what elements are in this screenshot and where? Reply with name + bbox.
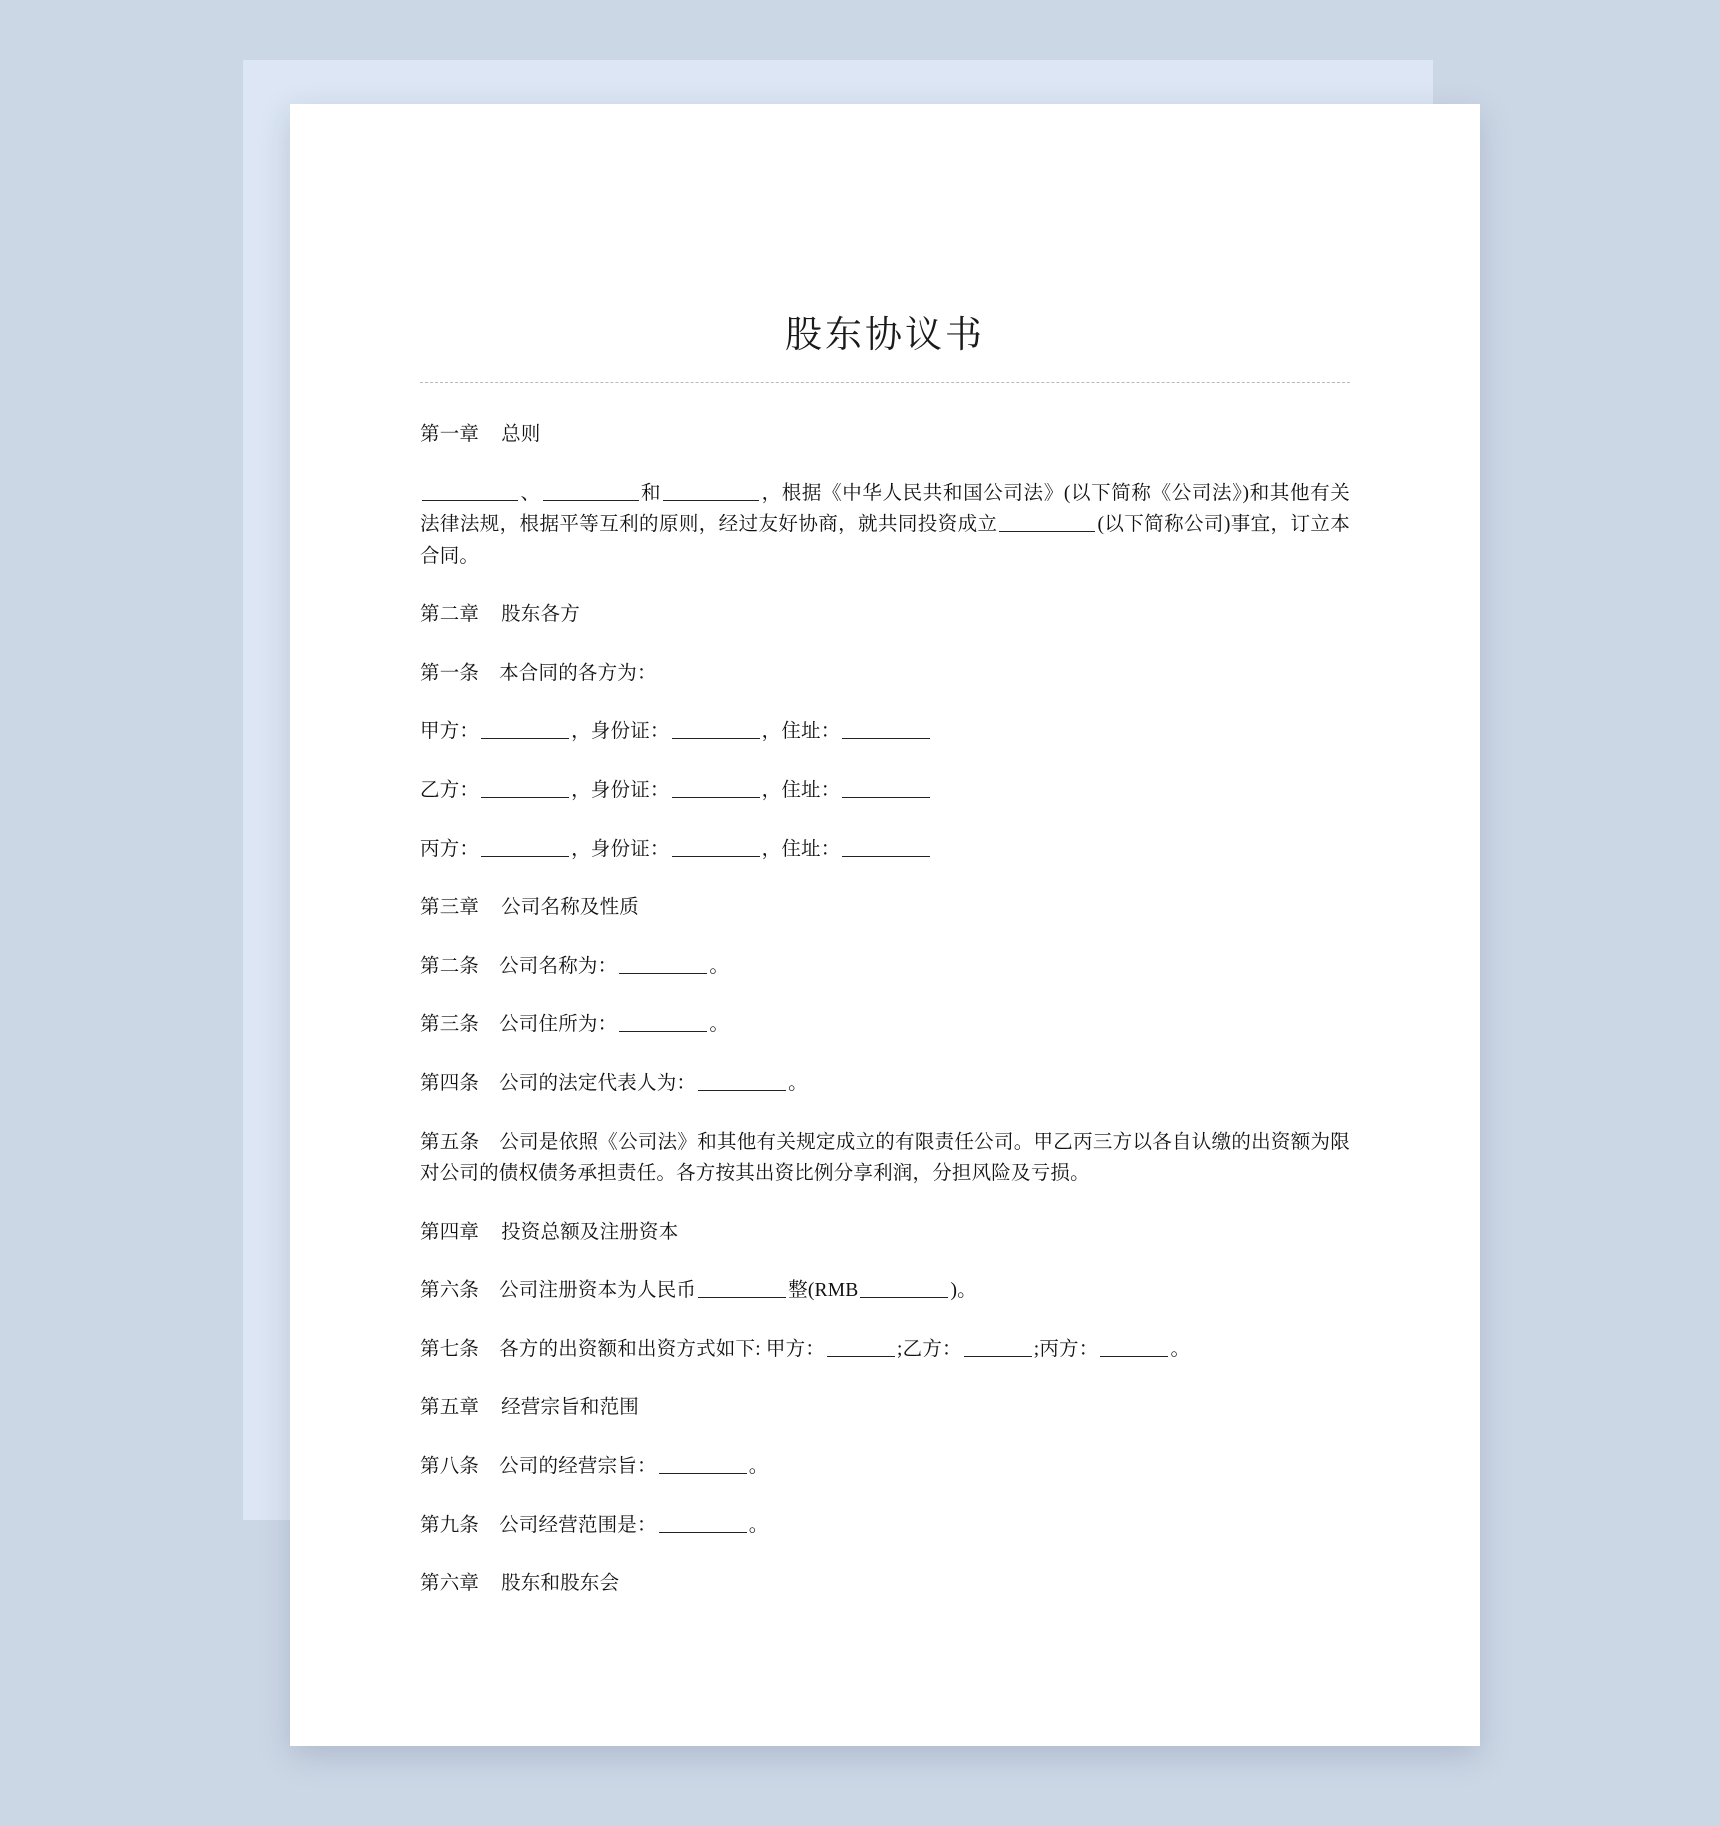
article-8-tail: 。 bbox=[748, 1455, 769, 1477]
blank-company-address bbox=[619, 1012, 707, 1033]
article-2 bbox=[420, 951, 1350, 983]
article-7-text-c: ;丙方： bbox=[1033, 1338, 1099, 1360]
party-yi-label: 乙方： bbox=[420, 780, 480, 802]
article-7-number: 第七条 bbox=[420, 1338, 480, 1360]
chapter-4-heading bbox=[420, 1217, 1350, 1249]
blank-legal-representative bbox=[698, 1070, 786, 1091]
chapter-1-body bbox=[420, 478, 1350, 573]
article-4-tail: 。 bbox=[788, 1072, 808, 1094]
blank-yi-addr bbox=[842, 778, 930, 799]
blank-business-purpose bbox=[659, 1453, 747, 1474]
blank-yi-id bbox=[672, 778, 760, 799]
blank-contribution-bing bbox=[1100, 1336, 1168, 1357]
article-9-text: 公司经营范围是： bbox=[499, 1514, 657, 1536]
article-7-text-a: 各方的出资额和出资方式如下: 甲方： bbox=[499, 1338, 826, 1360]
party-bing-row bbox=[420, 834, 1350, 866]
blank-company-name-value bbox=[619, 953, 707, 974]
article-7 bbox=[420, 1334, 1350, 1366]
party-yi-id-label: ，身份证： bbox=[571, 780, 670, 802]
chapter-6-number: 第六章 bbox=[420, 1573, 480, 1595]
article-8-number: 第八条 bbox=[420, 1455, 480, 1477]
blank-party-c bbox=[663, 480, 759, 501]
article-8 bbox=[420, 1451, 1350, 1483]
chapter-1-sep-2: 和 bbox=[640, 482, 662, 504]
blank-contribution-jia bbox=[827, 1336, 895, 1357]
blank-jia-name bbox=[481, 719, 569, 740]
blank-bing-id bbox=[672, 836, 760, 857]
chapter-2-heading bbox=[420, 599, 1350, 631]
chapter-3-title: 公司名称及性质 bbox=[501, 897, 640, 919]
party-jia-label: 甲方： bbox=[420, 721, 480, 743]
article-8-text: 公司的经营宗旨： bbox=[499, 1455, 657, 1477]
chapter-1-heading bbox=[420, 419, 1350, 451]
chapter-1-number: 第一章 bbox=[420, 424, 480, 445]
blank-party-a bbox=[422, 480, 518, 501]
blank-bing-name bbox=[481, 836, 569, 857]
chapter-1-text-2: (以下简称公司)事宜，订立本合同。 bbox=[420, 514, 1350, 567]
article-1-text: 本合同的各方为： bbox=[499, 662, 657, 684]
chapter-1-title: 总则 bbox=[501, 424, 541, 445]
article-2-tail: 。 bbox=[709, 955, 730, 977]
article-5 bbox=[420, 1127, 1350, 1190]
article-6 bbox=[420, 1275, 1350, 1307]
article-3-tail: 。 bbox=[709, 1014, 730, 1036]
article-3-text: 公司住所为： bbox=[499, 1014, 618, 1036]
article-3 bbox=[420, 1009, 1350, 1041]
chapter-3-number: 第三章 bbox=[420, 897, 480, 919]
page-title: 股东协议书 bbox=[785, 314, 985, 355]
chapter-2-number: 第二章 bbox=[420, 604, 480, 626]
party-jia-addr-label: ，住址： bbox=[761, 721, 841, 743]
party-jia-row bbox=[420, 716, 1350, 748]
chapter-5-number: 第五章 bbox=[420, 1397, 480, 1419]
document-page-inner bbox=[290, 104, 1480, 1746]
blank-jia-addr bbox=[842, 719, 930, 740]
party-jia-id-label: ，身份证： bbox=[571, 721, 670, 743]
blank-bing-addr bbox=[842, 836, 930, 857]
party-yi-addr-label: ，住址： bbox=[761, 780, 841, 802]
article-6-text-a: 公司注册资本为人民币 bbox=[499, 1280, 697, 1302]
chapter-1-text-1: ，根据《中华人民共和国公司法》(以下简称《公司法》)和其他有关法律法规，根据平等互利的原则，经过友好协商，就共同投资成立 bbox=[420, 482, 1350, 536]
chapter-5-title: 经营宗旨和范围 bbox=[501, 1397, 640, 1419]
chapter-5-heading bbox=[420, 1392, 1350, 1424]
chapter-2-title: 股东各方 bbox=[501, 604, 580, 626]
chapter-6-heading bbox=[420, 1568, 1350, 1600]
chapter-4-number: 第四章 bbox=[420, 1221, 480, 1243]
article-9 bbox=[420, 1510, 1350, 1542]
article-4 bbox=[420, 1068, 1350, 1100]
party-yi-row bbox=[420, 775, 1350, 807]
article-4-text: 公司的法定代表人为： bbox=[499, 1072, 697, 1094]
blank-jia-id bbox=[672, 719, 760, 740]
article-1 bbox=[420, 658, 1350, 690]
chapter-4-title: 投资总额及注册资本 bbox=[501, 1221, 679, 1243]
document-body bbox=[420, 383, 1350, 1600]
blank-party-b bbox=[543, 480, 639, 501]
party-bing-label: 丙方： bbox=[420, 838, 480, 860]
chapter-6-title: 股东和股东会 bbox=[501, 1573, 620, 1595]
blank-registered-capital-rmb bbox=[860, 1278, 948, 1299]
article-7-text-b: ;乙方： bbox=[897, 1338, 962, 1360]
article-3-number: 第三条 bbox=[420, 1014, 480, 1036]
chapter-3-heading bbox=[420, 892, 1350, 924]
document-page bbox=[290, 104, 1480, 1746]
article-4-number: 第四条 bbox=[420, 1072, 480, 1094]
blank-business-scope bbox=[659, 1512, 747, 1533]
blank-registered-capital-cn bbox=[698, 1278, 786, 1299]
article-2-number: 第二条 bbox=[420, 955, 480, 977]
chapter-1-sep-1: 、 bbox=[520, 482, 541, 504]
party-bing-addr-label: ，住址： bbox=[761, 838, 841, 860]
article-2-text: 公司名称为： bbox=[499, 955, 618, 977]
article-9-tail: 。 bbox=[748, 1514, 769, 1536]
blank-contribution-yi bbox=[964, 1336, 1032, 1357]
blank-company-name bbox=[999, 512, 1095, 533]
article-1-number: 第一条 bbox=[420, 662, 480, 684]
article-9-number: 第九条 bbox=[420, 1514, 480, 1536]
party-bing-id-label: ，身份证： bbox=[571, 838, 670, 860]
article-6-text-b: 整(RMB bbox=[788, 1280, 859, 1302]
article-5-number: 第五条 bbox=[420, 1131, 480, 1153]
article-7-text-d: 。 bbox=[1170, 1338, 1191, 1360]
article-6-number: 第六条 bbox=[420, 1280, 480, 1302]
article-5-text: 公司是依照《公司法》和其他有关规定成立的有限责任公司。甲乙丙三方以各自认缴的出资额为限对公司的债权债务承担责任。各方按其出资比例分享利润，分担风险及亏损。 bbox=[420, 1131, 1350, 1185]
blank-yi-name bbox=[481, 778, 569, 799]
article-6-text-c: )。 bbox=[950, 1280, 977, 1302]
